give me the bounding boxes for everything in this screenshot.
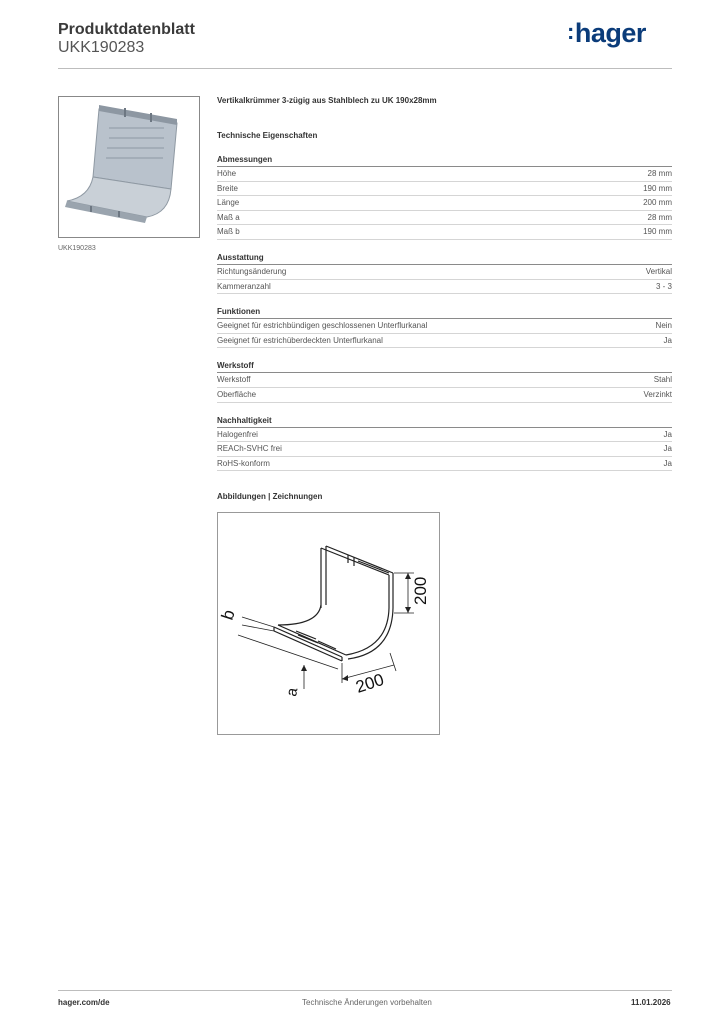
technical-drawing-svg xyxy=(218,513,439,734)
property-row xyxy=(217,225,672,240)
property-value: 190 mm xyxy=(643,183,672,193)
group-sustainability xyxy=(217,415,672,472)
logo-text: hager xyxy=(574,18,646,48)
property-label: Maß b xyxy=(217,227,240,237)
group-dimensions xyxy=(217,154,672,240)
property-value: 28 mm xyxy=(647,212,672,222)
property-label: Oberfläche xyxy=(217,389,257,399)
property-label: Höhe xyxy=(217,169,237,178)
property-row xyxy=(217,265,672,280)
property-label: Länge xyxy=(217,198,240,208)
property-label: Halogenfrei xyxy=(217,429,258,439)
document-title: Produktdatenblatt xyxy=(58,21,195,38)
property-row xyxy=(217,457,672,472)
technical-drawing xyxy=(217,512,440,735)
property-row xyxy=(217,442,672,457)
property-value: Ja xyxy=(663,429,672,439)
product-description: Vertikalkrümmer 3-zügig aus Stahlblech zu UK 190x28mm xyxy=(217,96,437,105)
group-material xyxy=(217,360,672,402)
property-label: RoHS-konform xyxy=(217,458,270,468)
hager-logo xyxy=(567,18,646,49)
property-value: Ja xyxy=(663,444,672,454)
property-label: REACh-SVHC frei xyxy=(217,444,282,454)
property-row xyxy=(217,373,672,388)
dim-b-label: b xyxy=(218,607,239,623)
property-row xyxy=(217,211,672,226)
property-value: 28 mm xyxy=(647,169,672,178)
group-title: Funktionen xyxy=(217,306,672,319)
property-value: 190 mm xyxy=(643,227,672,237)
photo-caption: UKK190283 xyxy=(58,245,96,252)
property-value: Nein xyxy=(655,321,672,331)
property-label: Richtungsänderung xyxy=(217,266,287,276)
property-row xyxy=(217,388,672,403)
footer-website: hager.com/de xyxy=(58,998,110,1007)
property-value: Vertikal xyxy=(645,266,672,276)
property-row xyxy=(217,196,672,211)
property-row xyxy=(217,334,672,349)
drawings-heading: Abbildungen | Zeichnungen xyxy=(217,492,323,501)
product-photo xyxy=(58,96,200,238)
dim-length-label: 200 xyxy=(353,669,387,697)
property-row xyxy=(217,167,672,182)
article-number: UKK190283 xyxy=(58,39,145,56)
product-photo-illustration xyxy=(59,97,199,237)
footer-notice: Technische Änderungen vorbehalten xyxy=(302,998,432,1007)
dim-a-label: a xyxy=(283,686,302,698)
logo-mark: : xyxy=(567,19,574,44)
property-label: Geeignet für estrichbündigen geschlossenen Unterflurkanal xyxy=(217,321,428,331)
property-value: Stahl xyxy=(653,375,672,385)
property-value: Verzinkt xyxy=(643,389,672,399)
group-title: Werkstoff xyxy=(217,360,672,373)
group-title: Abmessungen xyxy=(217,154,672,167)
property-value: Ja xyxy=(663,335,672,345)
properties-panel xyxy=(217,95,672,471)
footer-date: 11.01.2026 xyxy=(631,998,671,1007)
property-label: Kammeranzahl xyxy=(217,281,271,291)
property-label: Maß a xyxy=(217,212,240,222)
property-value: 200 mm xyxy=(643,198,672,208)
property-label: Breite xyxy=(217,183,238,193)
group-title: Nachhaltigkeit xyxy=(217,415,672,428)
property-value: Ja xyxy=(663,458,672,468)
property-label: Geeignet für estrichüberdeckten Unterflurkanal xyxy=(217,335,383,345)
group-functions xyxy=(217,306,672,348)
property-value: 3 - 3 xyxy=(655,281,672,291)
group-title: Ausstattung xyxy=(217,252,672,265)
dim-height-label: 200 xyxy=(411,576,430,605)
property-row xyxy=(217,428,672,443)
technical-properties-heading: Technische Eigenschaften xyxy=(217,131,318,140)
property-row xyxy=(217,182,672,197)
footer-divider xyxy=(58,990,672,991)
property-row xyxy=(217,319,672,334)
header-divider xyxy=(58,68,672,69)
property-row xyxy=(217,280,672,295)
property-label: Werkstoff xyxy=(217,375,251,385)
group-equipment xyxy=(217,252,672,294)
